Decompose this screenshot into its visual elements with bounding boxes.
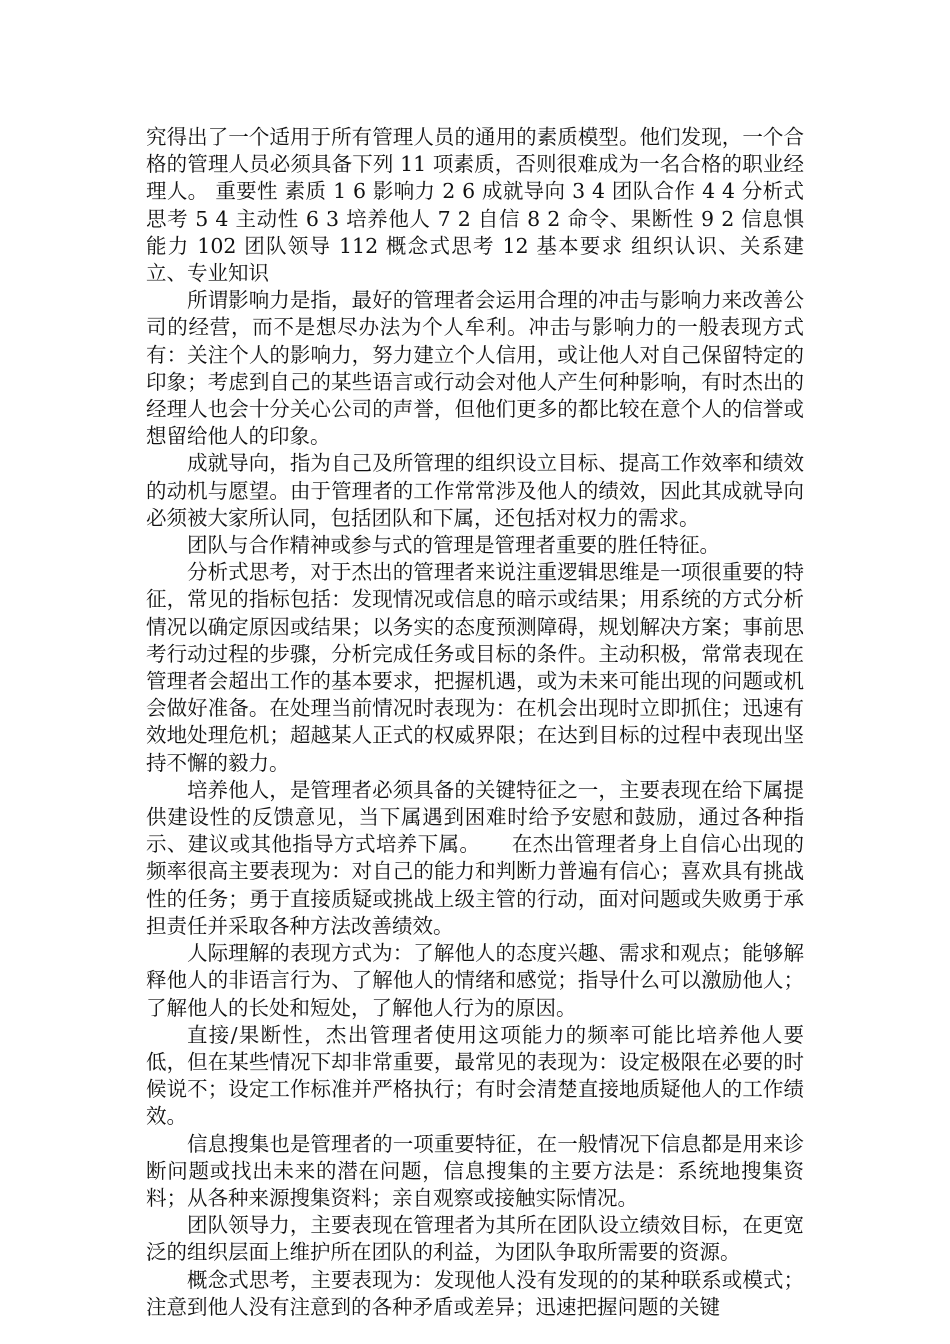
document-body: [146, 124, 804, 1321]
paragraph-achievement: 成就导向，指为自己及所管理的组织设立目标、提高工作效率和绩效的动机与愿望。由于管理者的工作常常涉及他人的绩效，因此其成就导向必须被大家所认同，包括团队和下属，还包括对权力的需求。: [146, 451, 804, 530]
paragraph-analytical-thinking: 分析式思考，对于杰出的管理者来说注重逻辑思维是一项很重要的特征，常见的指标包括：发现情况或信息的暗示或结果；用系统的方式分析情况以确定原因或结果；以务实的态度预测障碍，规划解决方案；事前思考行动过程的步骤，分析完成任务或目标的条件。主动积极，常常表现在管理者会超出工作的基本要求，把握机遇，或为未来可能出现的问题或机会做好准备。在处理当前情况时表现为：在机会出现时立即抓住；迅速有效地处理危机；超越某人正式的权威界限；在达到目标的过程中表现出坚持不懈的毅力。: [146, 560, 804, 775]
paragraph-team-leadership: 团队领导力，主要表现在管理者为其所在团队设立绩效目标，在更宽泛的组织层面上维护所在团队的利益，为团队争取所需要的资源。: [146, 1213, 804, 1265]
paragraph-competency-model: 究得出了一个适用于所有管理人员的通用的素质模型。他们发现，一个合格的管理人员必须具备下列 11 项素质，否则很难成为一名合格的职业经理人。 重要性 素质 1 6 影响力 2 6 成就导向 3 4 团队合作 4 4 分析式思考 5 4 主动性 6 3 培养他人 7 2 自信 8 2 命令、果断性 9 2 信息惧能力 102 团队领导 112 概念式思考 12 基本要求 组织认识、关系建立、专业知识: [146, 125, 804, 286]
paragraph-conceptual-thinking: 概念式思考，主要表现为：发现他人没有发现的的某种联系或模式；注意到他人没有注意到的各种矛盾或差异；迅速把握问题的关键: [146, 1267, 804, 1319]
paragraph-teamwork: 团队与合作精神或参与式的管理是管理者重要的胜任特征。: [187, 533, 720, 558]
paragraph-developing-others: 培养他人，是管理者必须具备的关键特征之一，主要表现在给下属提供建设性的反馈意见，当下属遇到困难时给予安慰和鼓励，通过各种指示、建议或其他指导方式培养下属。 在杰出管理者身上自信心出现的频率很高主要表现为：对自己的能力和判断力普遍有信心；喜欢具有挑战性的任务；勇于直接质疑或挑战上级主管的行动，面对问题或失败勇于承担责任并采取各种方法改善绩效。: [146, 777, 804, 938]
paragraph-directiveness: 直接/果断性，杰出管理者使用这项能力的频率可能比培养他人要低，但在某些情况下却非常重要，最常见的表现为：设定极限在必要的时候说不；设定工作标准并严格执行；有时会清楚直接地质疑他人的工作绩效。: [146, 1022, 804, 1129]
paragraph-influence: 所谓影响力是指，最好的管理者会运用合理的冲击与影响力来改善公司的经营，而不是想尽办法为个人牟利。冲击与影响力的一般表现方式有：关注个人的影响力，努力建立个人信用，或让他人对自己保留特定的印象；考虑到自己的某些语言或行动会对他人产生何种影响，有时杰出的经理人也会十分关心公司的声誉，但他们更多的都比较在意个人的信誉或想留给他人的印象。: [146, 288, 804, 449]
paragraph-interpersonal: 人际理解的表现方式为：了解他人的态度兴趣、需求和观点；能够解释他人的非语言行为、了解他人的情绪和感觉；指导什么可以激励他人；了解他人的长处和短处，了解他人行为的原因。: [146, 941, 804, 1020]
paragraph-information-seeking: 信息搜集也是管理者的一项重要特征，在一般情况下信息都是用来诊断问题或找出未来的潜在问题，信息搜集的主要方法是：系统地搜集资料；从各种来源搜集资料；亲自观察或接触实际情况。: [146, 1131, 804, 1210]
